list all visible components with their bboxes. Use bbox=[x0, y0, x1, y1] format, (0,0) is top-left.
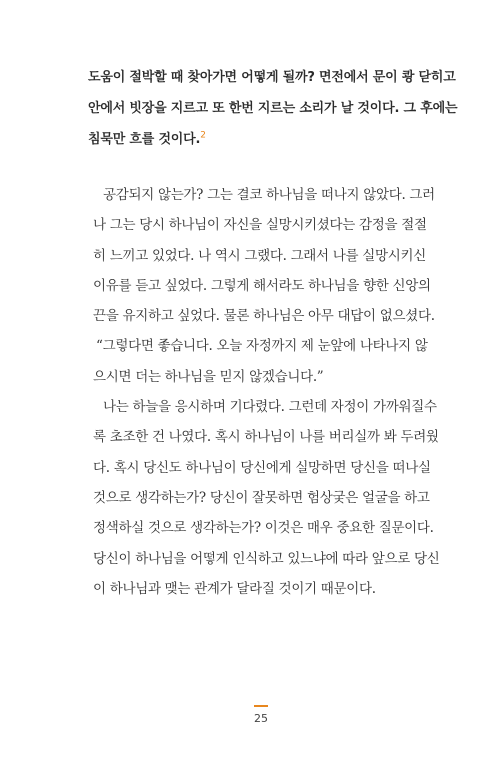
quote-line-3-text: 침묵만 흐를 것이다. bbox=[88, 132, 201, 147]
paragraph-line: 것으로 생각하는가? 당신이 잘못하면 험상궂은 얼굴을 하고 bbox=[93, 489, 430, 506]
paragraph-line: 이 하나님과 맺는 관계가 달라질 것이기 때문이다. bbox=[93, 580, 376, 597]
paragraph-line: 끈을 유지하고 싶었다. 물론 하나님은 아무 대답이 없으셨다. bbox=[93, 308, 435, 325]
quote-line-3 bbox=[88, 124, 448, 155]
footnote-reference[interactable]: 2 bbox=[200, 130, 206, 141]
paragraph-line: 이유를 듣고 싶었다. 그렇게 해서라도 하나님을 향한 신앙의 bbox=[93, 277, 431, 294]
paragraph-line: 나 그는 당시 하나님이 자신을 실망시키셨다는 감정을 절절 bbox=[93, 217, 427, 234]
quote-line-1: 도움이 절박할 때 찾아가면 어떻게 될까? 면전에서 문이 쾅 닫히고 bbox=[88, 70, 456, 85]
paragraph-line: 으시면 더는 하나님을 믿지 않겠습니다.” bbox=[93, 368, 324, 385]
paragraph-line: 정색하실 것으로 생각하는가? 이것은 매우 중요한 질문이다. bbox=[93, 520, 434, 537]
paragraph-line: 히 느끼고 있었다. 나 역시 그랬다. 그래서 나를 실망시키신 bbox=[93, 247, 426, 264]
quote-line-2: 안에서 빗장을 지르고 또 한번 지르는 소리가 날 것이다. 그 후에는 bbox=[88, 101, 458, 116]
paragraph-line: “그렇다면 좋습니다. 오늘 자정까지 제 눈앞에 나타나지 않 bbox=[96, 338, 428, 355]
paragraph-line: 록 초조한 건 나였다. 혹시 하나님이 나를 버리실까 봐 두려웠 bbox=[93, 429, 439, 446]
paragraph-line: 다. 혹시 당신도 하나님이 당신에게 실망하면 당신을 떠나실 bbox=[93, 459, 431, 476]
paragraph-line: 당신이 하나님을 어떻게 인식하고 있느냐에 따라 앞으로 당신 bbox=[93, 550, 440, 567]
page-number-divider bbox=[254, 705, 268, 707]
paragraph-line: 공감되지 않는가? 그는 결코 하나님을 떠나지 않았다. 그러 bbox=[103, 187, 435, 203]
page-number: 25 bbox=[254, 712, 268, 725]
block-quote bbox=[88, 62, 458, 155]
body-text bbox=[93, 180, 440, 604]
paragraph-line: 나는 하늘을 응시하며 기다렸다. 그런데 자정이 가까워질수 bbox=[103, 399, 437, 416]
